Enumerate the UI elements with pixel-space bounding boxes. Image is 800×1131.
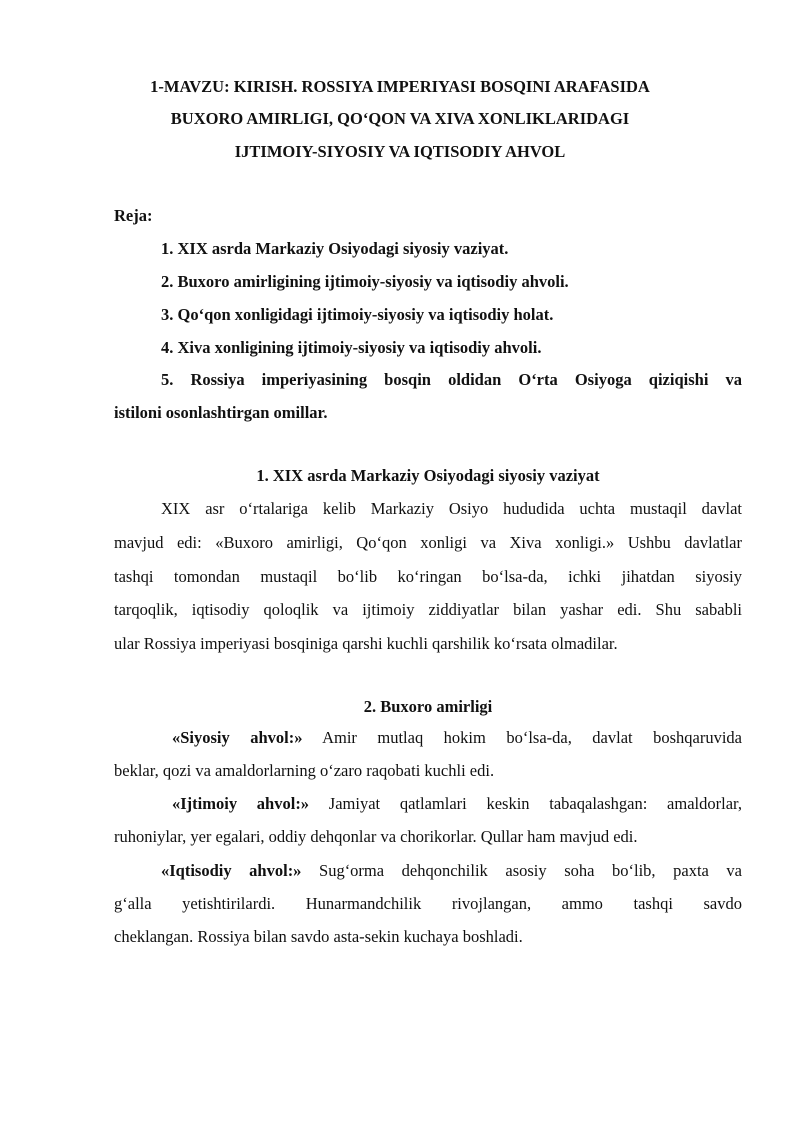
title-line-1: 1-MAVZU: KIRISH. ROSSIYA IMPERIYASI BOSQINI ARAFASIDA [150, 77, 650, 96]
reja-label: Reja: [114, 206, 153, 225]
siyosiy-ahvol-text: Amir mutlaq hokim bo‘lsa-da, davlat boshqaruvida [322, 728, 742, 747]
section-2-p3-line-2: g‘alla yetishtirilardi. Hunarmandchilik rivojlangan, ammo tashqi savdo [114, 894, 742, 913]
iqtisodiy-ahvol-label: «Iqtisodiy ahvol:» [161, 861, 302, 880]
ijtimoiy-ahvol-label: «Ijtimoiy ahvol:» [172, 794, 310, 813]
section-2-p1-line-1 [172, 728, 742, 748]
iqtisodiy-ahvol-text: Sug‘orma dehqonchilik asosiy soha bo‘lib, paxta va [319, 861, 742, 880]
reja-item-5-line-2: istiloni osonlashtirgan omillar. [114, 403, 328, 422]
reja-item-2: 2. Buxoro amirligining ijtimoiy-siyosiy va iqtisodiy ahvoli. [161, 272, 569, 291]
section-1-line-3: tashqi tomondan mustaqil bo‘lib ko‘ringan bo‘lsa-da, ichki jihatdan siyosiy [114, 567, 742, 586]
ijtimoiy-ahvol-text: Jamiyat qatlamlari keskin tabaqalashgan: amaldorlar, [328, 794, 742, 813]
section-1-line-2: mavjud edi: «Buxoro amirligi, Qo‘qon xonligi va Xiva xonligi.» Ushbu davlatlar [114, 533, 742, 552]
section-2-p3-line-3: cheklangan. Rossiya bilan savdo asta-sekin kuchaya boshladi. [114, 927, 523, 946]
reja-item-5-line-1: 5. Rossiya imperiyasining bosqin oldidan O‘rta Osiyoga qiziqishi va [161, 370, 742, 389]
reja-item-3: 3. Qo‘qon xonligidagi ijtimoiy-siyosiy va iqtisodiy holat. [161, 305, 554, 324]
reja-item-1: 1. XIX asrda Markaziy Osiyodagi siyosiy vaziyat. [161, 239, 509, 258]
section-1-line-1: XIX asr o‘rtalariga kelib Markaziy Osiyo hududida uchta mustaqil davlat [161, 499, 742, 518]
section-1-line-4: tarqoqlik, iqtisodiy qoloqlik va ijtimoiy ziddiyatlar bilan yashar edi. Shu sababli [114, 600, 742, 619]
section-2-p2-line-2: ruhoniylar, yer egalari, oddiy dehqonlar va chorikorlar. Qullar ham mavjud edi. [114, 827, 638, 846]
section-2-p1-line-2: beklar, qozi va amaldorlarning o‘zaro raqobati kuchli edi. [114, 761, 495, 780]
title-line-2: BUXORO AMIRLIGI, QO‘QON VA XIVA XONLIKLARIDAGI [170, 109, 630, 128]
section-2-p3-line-1 [161, 861, 742, 881]
section-2-p2-line-1 [172, 794, 742, 814]
reja-item-4: 4. Xiva xonligining ijtimoiy-siyosiy va iqtisodiy ahvoli. [161, 338, 542, 357]
section-1-heading: 1. XIX asrda Markaziy Osiyodagi siyosiy vaziyat [256, 466, 600, 485]
section-2-heading: 2. Buxoro amirligi [363, 697, 493, 716]
siyosiy-ahvol-label: «Siyosiy ahvol:» [172, 728, 303, 747]
section-1-line-5: ular Rossiya imperiyasi bosqiniga qarshi kuchli qarshilik ko‘rsata olmadilar. [114, 634, 618, 653]
title-line-3: IJTIMOIY-SIYOSIY VA IQTISODIY AHVOL [234, 142, 566, 161]
